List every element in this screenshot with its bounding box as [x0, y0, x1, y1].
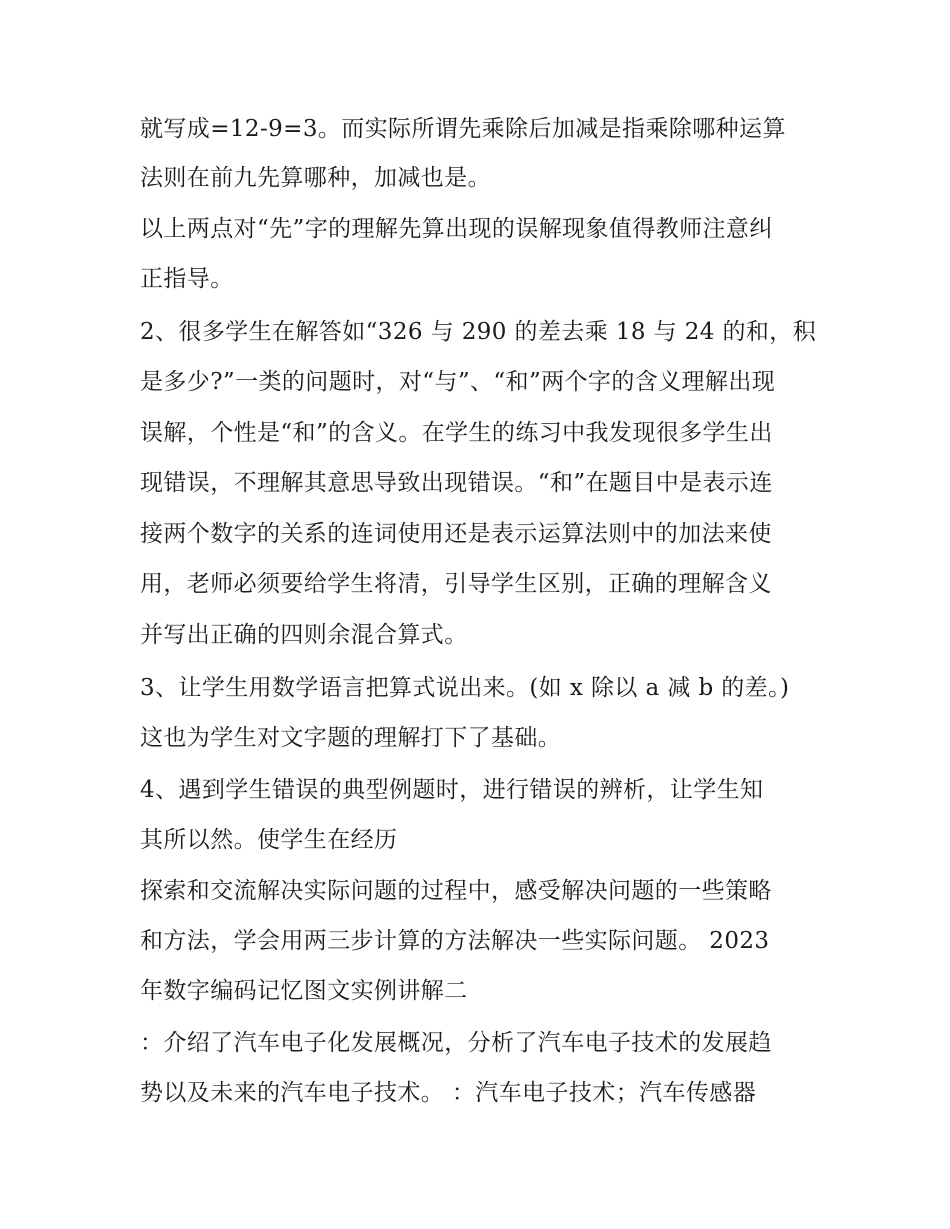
text-line: 用，老师必须要给学生将清，引导学生区别，正确的理解含义 [140, 571, 772, 597]
text-line: 3、让学生用数学语言把算式说出来。(如 x 除以 a 减 b 的差。) [140, 675, 790, 701]
text-line: 正指导。 [140, 266, 234, 292]
text-line: 这也为学生对文字题的理解打下了基础。 [140, 725, 562, 751]
text-line: 接两个数字的关系的连词使用还是表示运算法则中的加法来使 [140, 521, 772, 547]
text-line: 势以及未来的汽车电子技术。 ：汽车电子技术；汽车传感器 [140, 1080, 757, 1106]
text-line: 是多少?”一类的问题时，对“与”、“和”两个字的含义理解出现 [140, 369, 776, 395]
text-line: 年数字编码记忆图文实例讲解二 [140, 978, 468, 1004]
text-line: 2、很多学生在解答如“326 与 290 的差去乘 18 与 24 的和，积 [140, 319, 817, 345]
text-line: 探索和交流解决实际问题的过程中，感受解决问题的一些策略 [140, 878, 772, 904]
text-line: 并写出正确的四则余混合算式。 [140, 622, 468, 648]
text-line: 以上两点对“先”字的理解先算出现的误解现象值得教师注意纠 [140, 216, 773, 242]
text-line: 法则在前九先算哪种，加减也是。 [140, 165, 491, 191]
text-line: 现错误，不理解其意思导致出现错误。“和”在题目中是表示连 [140, 470, 773, 496]
text-line: 误解，个性是“和”的含义。在学生的练习中我发现很多学生出 [140, 420, 773, 446]
text-line: 和方法，学会用两三步计算的方法解决一些实际问题。 2023 [140, 928, 770, 954]
text-line: ：介绍了汽车电子化发展概况，分析了汽车电子技术的发展趋 [140, 1030, 772, 1056]
text-line: 4、遇到学生错误的典型例题时，进行错误的辨析，让学生知 [140, 777, 764, 803]
text-line: 其所以然。使学生在经历 [140, 827, 398, 853]
text-line: 就写成=12-9=3。而实际所谓先乘除后加减是指乘除哪种运算 [140, 116, 786, 142]
